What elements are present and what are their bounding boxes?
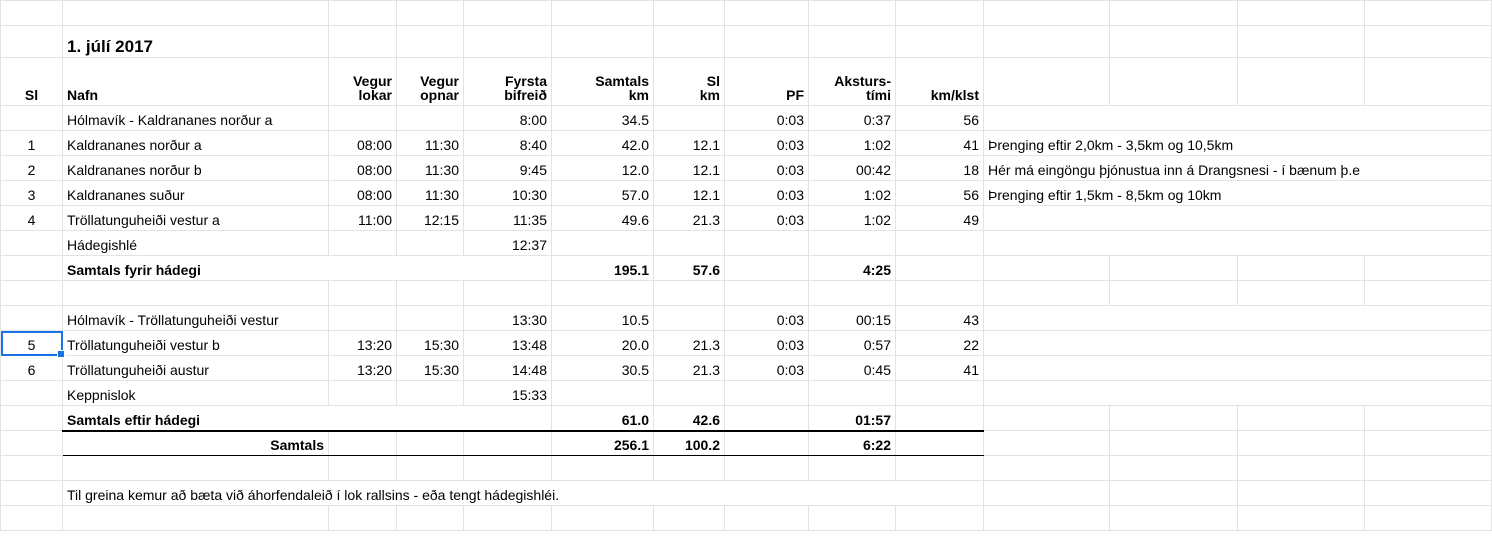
cell-note[interactable]: [984, 306, 1492, 331]
cell[interactable]: [329, 456, 397, 481]
cell[interactable]: [1110, 26, 1238, 58]
cell[interactable]: [1, 26, 63, 58]
cell-sl[interactable]: 1: [1, 131, 63, 156]
cell[interactable]: [896, 431, 984, 456]
table-row: [1, 156, 1492, 181]
cell-note[interactable]: Hér má eingöngu þjónustua inn á Drangsnesi - í bænum þ.e: [984, 156, 1492, 181]
cell-fyrsta-bifreid[interactable]: 8:40: [464, 131, 552, 156]
cell[interactable]: [397, 26, 464, 58]
cell[interactable]: [1365, 281, 1492, 306]
sheet-row: [1, 456, 1492, 481]
cell-pf[interactable]: 0:03: [725, 106, 809, 131]
header-line: opnar: [420, 87, 459, 103]
cell[interactable]: [725, 431, 809, 456]
fill-handle[interactable]: [57, 350, 65, 358]
cell-fyrsta-bifreid[interactable]: 9:45: [464, 156, 552, 181]
cell-samtals-km[interactable]: 57.0: [552, 181, 654, 206]
total-samtals-km[interactable]: 256.1: [552, 431, 654, 456]
cell[interactable]: [1365, 256, 1492, 281]
cell[interactable]: [1, 1, 63, 26]
cell-vegur-opnar[interactable]: [397, 231, 464, 256]
cell-km-klst[interactable]: 41: [896, 131, 984, 156]
cell-nafn[interactable]: Tröllatunguheiði vestur a: [63, 206, 329, 231]
cell[interactable]: [464, 456, 552, 481]
cell[interactable]: [1238, 431, 1365, 456]
cell-aksturstimi[interactable]: 0:37: [809, 106, 896, 131]
table-row: [1, 331, 1492, 356]
cell-samtals-km[interactable]: 34.5: [552, 106, 654, 131]
cell[interactable]: [1238, 26, 1365, 58]
cell-sl-km[interactable]: [654, 381, 725, 406]
cell-vegur-opnar[interactable]: 11:30: [397, 181, 464, 206]
cell[interactable]: [1, 506, 63, 531]
cell[interactable]: [984, 58, 1110, 106]
cell-pf[interactable]: 0:03: [725, 331, 809, 356]
cell[interactable]: [725, 506, 809, 531]
cell-note[interactable]: [984, 331, 1492, 356]
cell-vegur-lokar[interactable]: 13:20: [329, 356, 397, 381]
cell-vegur-opnar[interactable]: 11:30: [397, 156, 464, 181]
cell[interactable]: [984, 1, 1110, 26]
cell[interactable]: [809, 1, 896, 26]
cell[interactable]: [1110, 1, 1238, 26]
cell[interactable]: [329, 26, 397, 58]
cell[interactable]: [464, 506, 552, 531]
header-pf[interactable]: PF: [725, 58, 809, 106]
cell[interactable]: [1, 256, 63, 281]
cell-km-klst[interactable]: 22: [896, 331, 984, 356]
table-row: [1, 306, 1492, 331]
cell[interactable]: [1238, 58, 1365, 106]
cell[interactable]: [329, 1, 397, 26]
header-sl[interactable]: Sl: [1, 58, 63, 106]
header-nafn[interactable]: Nafn: [63, 58, 329, 106]
table-row: [1, 131, 1492, 156]
cell-vegur-opnar[interactable]: 11:30: [397, 131, 464, 156]
cell-sl[interactable]: 5: [1, 331, 63, 356]
cell[interactable]: [654, 1, 725, 26]
cell-vegur-lokar[interactable]: [329, 381, 397, 406]
cell-pf[interactable]: 0:03: [725, 356, 809, 381]
cell[interactable]: [984, 26, 1110, 58]
cell[interactable]: [1365, 456, 1492, 481]
cell[interactable]: [1110, 481, 1238, 506]
header-line: Vegur: [420, 73, 459, 89]
sheet-title[interactable]: 1. júlí 2017: [63, 26, 329, 58]
subtotal-row: [1, 256, 1492, 281]
cell-km-klst[interactable]: 18: [896, 156, 984, 181]
cell[interactable]: [654, 506, 725, 531]
cell-vegur-lokar[interactable]: [329, 306, 397, 331]
cell-nafn[interactable]: Kaldrananes norður a: [63, 131, 329, 156]
cell[interactable]: [63, 456, 329, 481]
cell[interactable]: [984, 431, 1110, 456]
cell-vegur-opnar[interactable]: [397, 306, 464, 331]
cell[interactable]: [725, 456, 809, 481]
cell[interactable]: [63, 506, 329, 531]
cell[interactable]: [984, 481, 1110, 506]
cell[interactable]: [1, 456, 63, 481]
table-row: [1, 206, 1492, 231]
header-vegur-lokar[interactable]: [329, 58, 397, 106]
subtotal-label[interactable]: Samtals fyrir hádegi: [63, 256, 552, 281]
cell-vegur-lokar[interactable]: 08:00: [329, 181, 397, 206]
cell-sl[interactable]: [1, 106, 63, 131]
cell-vegur-lokar[interactable]: 08:00: [329, 131, 397, 156]
cell[interactable]: [1238, 256, 1365, 281]
cell-pf[interactable]: 0:03: [725, 306, 809, 331]
cell-aksturstimi[interactable]: 1:02: [809, 206, 896, 231]
cell-km-klst[interactable]: [896, 381, 984, 406]
header-line: tími: [866, 87, 891, 103]
subtotal-samtals-km[interactable]: 195.1: [552, 256, 654, 281]
cell[interactable]: [464, 1, 552, 26]
cell-aksturstimi[interactable]: 00:15: [809, 306, 896, 331]
footnote[interactable]: Til greina kemur að bæta við áhorfendaleið í lok rallsins - eða tengt hádegishléi.: [63, 481, 984, 506]
cell-aksturstimi[interactable]: 1:02: [809, 131, 896, 156]
header-line: bifreið: [504, 87, 547, 103]
cell-sl-km[interactable]: 21.3: [654, 206, 725, 231]
cell[interactable]: [397, 506, 464, 531]
cell[interactable]: [1365, 406, 1492, 431]
cell[interactable]: [896, 406, 984, 431]
cell-nafn[interactable]: Tröllatunguheiði vestur b: [63, 331, 329, 356]
cell[interactable]: [552, 506, 654, 531]
cell-km-klst[interactable]: 41: [896, 356, 984, 381]
cell[interactable]: [1, 431, 63, 456]
cell[interactable]: [1365, 506, 1492, 531]
cell-sl-km[interactable]: 12.1: [654, 156, 725, 181]
cell[interactable]: [552, 1, 654, 26]
cell[interactable]: [896, 256, 984, 281]
cell-note[interactable]: [984, 381, 1492, 406]
cell[interactable]: [1238, 281, 1365, 306]
sheet-row: [1, 506, 1492, 531]
cell[interactable]: [725, 26, 809, 58]
cell-km-klst[interactable]: 43: [896, 306, 984, 331]
cell-samtals-km[interactable]: [552, 231, 654, 256]
cell-fyrsta-bifreid[interactable]: 11:35: [464, 206, 552, 231]
cell-samtals-km[interactable]: [552, 381, 654, 406]
cell-km-klst[interactable]: [896, 231, 984, 256]
cell[interactable]: [1238, 481, 1365, 506]
cell-vegur-opnar[interactable]: [397, 381, 464, 406]
cell-vegur-opnar[interactable]: 15:30: [397, 356, 464, 381]
table-row: [1, 181, 1492, 206]
cell-vegur-opnar[interactable]: 12:15: [397, 206, 464, 231]
cell[interactable]: [809, 26, 896, 58]
cell-fyrsta-bifreid[interactable]: 10:30: [464, 181, 552, 206]
cell[interactable]: [1238, 506, 1365, 531]
cell[interactable]: [397, 431, 464, 456]
cell-vegur-opnar[interactable]: 15:30: [397, 331, 464, 356]
cell[interactable]: [397, 281, 464, 306]
cell-nafn[interactable]: Kaldrananes suður: [63, 181, 329, 206]
cell-km-klst[interactable]: 56: [896, 106, 984, 131]
total-sl-km[interactable]: 100.2: [654, 431, 725, 456]
cell[interactable]: [896, 506, 984, 531]
cell-sl[interactable]: 4: [1, 206, 63, 231]
cell[interactable]: [896, 281, 984, 306]
cell[interactable]: [1238, 406, 1365, 431]
cell[interactable]: [1, 281, 63, 306]
cell[interactable]: [896, 1, 984, 26]
cell[interactable]: [809, 456, 896, 481]
subtotal-aksturstimi[interactable]: 01:57: [809, 406, 896, 431]
cell-samtals-km[interactable]: 20.0: [552, 331, 654, 356]
total-label[interactable]: Samtals: [63, 431, 329, 456]
cell[interactable]: [63, 1, 329, 26]
cell-nafn[interactable]: Hádegishlé: [63, 231, 329, 256]
cell[interactable]: [464, 281, 552, 306]
cell-km-klst[interactable]: 49: [896, 206, 984, 231]
header-line: Sl: [706, 73, 720, 89]
cell-fyrsta-bifreid[interactable]: 13:48: [464, 331, 552, 356]
cell-note[interactable]: Þrenging eftir 2,0km - 3,5km og 10,5km: [984, 131, 1492, 156]
sheet-row: [1, 281, 1492, 306]
cell[interactable]: [1, 406, 63, 431]
cell[interactable]: [1110, 256, 1238, 281]
cell[interactable]: [329, 281, 397, 306]
cell-note[interactable]: [984, 231, 1492, 256]
cell-fyrsta-bifreid[interactable]: 12:37: [464, 231, 552, 256]
cell[interactable]: [1365, 58, 1492, 106]
cell[interactable]: [984, 506, 1110, 531]
cell-sl-km[interactable]: [654, 231, 725, 256]
header-line: km: [699, 87, 720, 103]
cell[interactable]: [1110, 281, 1238, 306]
cell[interactable]: [552, 281, 654, 306]
cell-fyrsta-bifreid[interactable]: 15:33: [464, 381, 552, 406]
cell[interactable]: [654, 456, 725, 481]
cell-sl[interactable]: 3: [1, 181, 63, 206]
header-fyrsta-bifreid[interactable]: [464, 58, 552, 106]
cell[interactable]: [397, 456, 464, 481]
cell[interactable]: [1238, 456, 1365, 481]
cell-aksturstimi[interactable]: 00:42: [809, 156, 896, 181]
header-samtals-km[interactable]: [552, 58, 654, 106]
cell[interactable]: [984, 281, 1110, 306]
cell[interactable]: [464, 26, 552, 58]
cell-nafn[interactable]: Hólmavík - Tröllatunguheiði vestur: [63, 306, 329, 331]
cell-pf[interactable]: 0:03: [725, 131, 809, 156]
cell-note[interactable]: [984, 106, 1492, 131]
subtotal-sl-km[interactable]: 42.6: [654, 406, 725, 431]
cell[interactable]: [1110, 506, 1238, 531]
cell[interactable]: [1365, 1, 1492, 26]
total-aksturstimi[interactable]: 6:22: [809, 431, 896, 456]
cell-sl[interactable]: 2: [1, 156, 63, 181]
header-aksturstimi[interactable]: [809, 58, 896, 106]
header-line: Samtals: [595, 73, 649, 89]
header-row: [1, 58, 1492, 106]
cell-km-klst[interactable]: 56: [896, 181, 984, 206]
cell[interactable]: [552, 456, 654, 481]
cell[interactable]: [397, 1, 464, 26]
cell[interactable]: [1110, 456, 1238, 481]
cell-aksturstimi[interactable]: [809, 381, 896, 406]
total-row: [1, 431, 1492, 456]
cell-vegur-lokar[interactable]: 11:00: [329, 206, 397, 231]
header-line: lokar: [358, 87, 392, 103]
cell[interactable]: [654, 26, 725, 58]
cell[interactable]: [809, 281, 896, 306]
table-row: [1, 231, 1492, 256]
cell-vegur-lokar[interactable]: [329, 231, 397, 256]
header-sl-km[interactable]: [654, 58, 725, 106]
cell[interactable]: [896, 456, 984, 481]
cell[interactable]: [1110, 406, 1238, 431]
cell[interactable]: [984, 406, 1110, 431]
cell[interactable]: [654, 281, 725, 306]
cell-sl-km[interactable]: 12.1: [654, 131, 725, 156]
cell-sl[interactable]: [1, 231, 63, 256]
cell[interactable]: [329, 506, 397, 531]
subtotal-aksturstimi[interactable]: 4:25: [809, 256, 896, 281]
cell[interactable]: [725, 406, 809, 431]
cell[interactable]: [1110, 58, 1238, 106]
subtotal-samtals-km[interactable]: 61.0: [552, 406, 654, 431]
header-km-klst[interactable]: km/klst: [896, 58, 984, 106]
cell-sl-km[interactable]: [654, 306, 725, 331]
cell-pf[interactable]: 0:03: [725, 156, 809, 181]
cell[interactable]: [552, 26, 654, 58]
cell-fyrsta-bifreid[interactable]: 8:00: [464, 106, 552, 131]
cell[interactable]: [984, 456, 1110, 481]
cell-pf[interactable]: [725, 381, 809, 406]
cell-aksturstimi[interactable]: 0:57: [809, 331, 896, 356]
cell[interactable]: [984, 256, 1110, 281]
cell-samtals-km[interactable]: 12.0: [552, 156, 654, 181]
cell-aksturstimi[interactable]: 1:02: [809, 181, 896, 206]
sheet-row: [1, 1, 1492, 26]
cell-pf[interactable]: 0:03: [725, 206, 809, 231]
cell-vegur-lokar[interactable]: 08:00: [329, 156, 397, 181]
table-row: [1, 381, 1492, 406]
cell[interactable]: [464, 431, 552, 456]
cell-aksturstimi[interactable]: [809, 231, 896, 256]
cell-samtals-km[interactable]: 10.5: [552, 306, 654, 331]
cell-sl-km[interactable]: 12.1: [654, 181, 725, 206]
cell-sl[interactable]: 6: [1, 356, 63, 381]
cell-fyrsta-bifreid[interactable]: 14:48: [464, 356, 552, 381]
cell-nafn[interactable]: Hólmavík - Kaldrananes norður a: [63, 106, 329, 131]
header-line: km: [628, 87, 649, 103]
cell[interactable]: [1238, 1, 1365, 26]
cell-sl[interactable]: [1, 381, 63, 406]
cell-sl[interactable]: [1, 306, 63, 331]
table-row: [1, 106, 1492, 131]
cell[interactable]: [1, 481, 63, 506]
cell-nafn[interactable]: Keppnislok: [63, 381, 329, 406]
cell-sl-km[interactable]: 21.3: [654, 331, 725, 356]
cell[interactable]: [1365, 481, 1492, 506]
header-vegur-opnar[interactable]: [397, 58, 464, 106]
cell-note[interactable]: Þrenging eftir 1,5km - 8,5km og 10km: [984, 181, 1492, 206]
subtotal-sl-km[interactable]: 57.6: [654, 256, 725, 281]
cell-nafn[interactable]: Tröllatunguheiði austur: [63, 356, 329, 381]
cell-aksturstimi[interactable]: 0:45: [809, 356, 896, 381]
subtotal-label[interactable]: Samtals eftir hádegi: [63, 406, 552, 431]
cell[interactable]: [725, 256, 809, 281]
cell-vegur-lokar[interactable]: 13:20: [329, 331, 397, 356]
cell-sl-km[interactable]: [654, 106, 725, 131]
cell[interactable]: [329, 431, 397, 456]
cell-samtals-km[interactable]: 49.6: [552, 206, 654, 231]
cell[interactable]: [725, 1, 809, 26]
cell-samtals-km[interactable]: 30.5: [552, 356, 654, 381]
cell-nafn[interactable]: Kaldrananes norður b: [63, 156, 329, 181]
footnote-row: [1, 481, 1492, 506]
sheet-row: [1, 26, 1492, 58]
cell[interactable]: [63, 281, 329, 306]
cell-note[interactable]: [984, 356, 1492, 381]
subtotal-row: [1, 406, 1492, 431]
cell-fyrsta-bifreid[interactable]: 13:30: [464, 306, 552, 331]
cell-vegur-lokar[interactable]: [329, 106, 397, 131]
cell-note[interactable]: [984, 206, 1492, 231]
cell[interactable]: [1110, 431, 1238, 456]
cell-vegur-opnar[interactable]: [397, 106, 464, 131]
cell[interactable]: [725, 281, 809, 306]
cell[interactable]: [1365, 26, 1492, 58]
header-line: Aksturs-: [834, 73, 891, 89]
cell-pf[interactable]: [725, 231, 809, 256]
header-line: Fyrsta: [504, 73, 547, 89]
cell-pf[interactable]: 0:03: [725, 181, 809, 206]
header-line: Vegur: [353, 73, 392, 89]
cell-samtals-km[interactable]: 42.0: [552, 131, 654, 156]
table-row: [1, 356, 1492, 381]
cell-sl-km[interactable]: 21.3: [654, 356, 725, 381]
cell[interactable]: [809, 506, 896, 531]
cell[interactable]: [896, 26, 984, 58]
cell[interactable]: [1365, 431, 1492, 456]
